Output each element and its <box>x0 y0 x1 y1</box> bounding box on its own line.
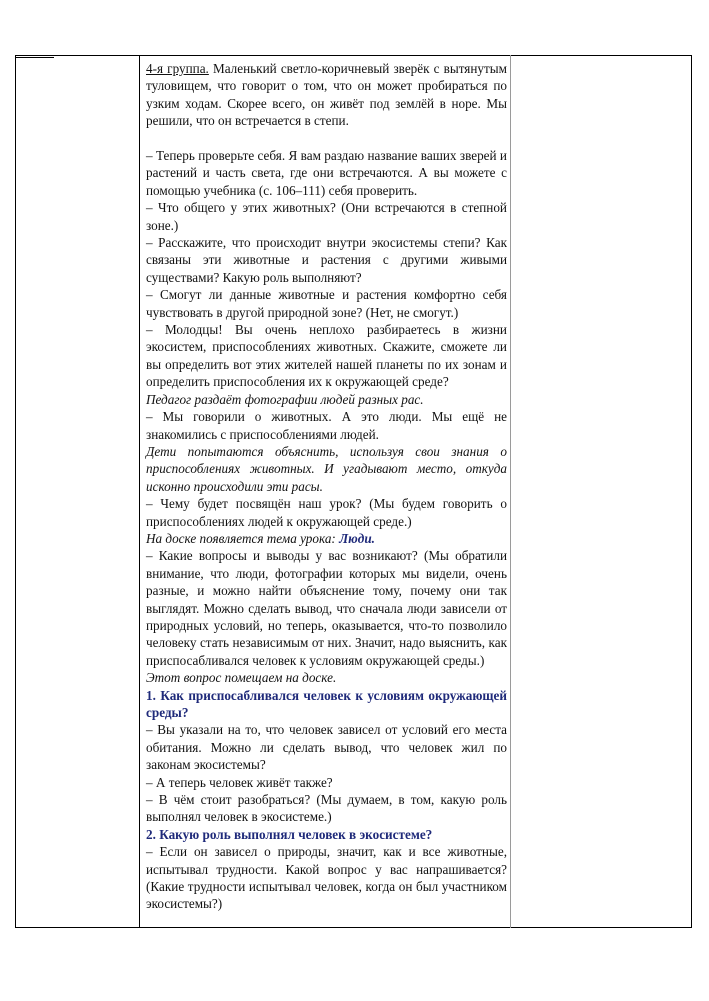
paragraph: – В чём стоит разобраться? (Мы думаем, в том, какую роль выполнял человек в экосистеме.) <box>146 792 507 825</box>
lesson-text <box>146 60 507 913</box>
paragraph: – Мы говорили о животных. А это люди. Мы ещё не знакомились с приспособлениями людей. <box>146 409 507 442</box>
paragraph: – Что общего у этих животных? (Они встречаются в степной зоне.) <box>146 200 507 233</box>
table-right-border <box>691 55 692 928</box>
group-label: 4-я группа. <box>146 61 209 76</box>
board-note: Этот вопрос помещаем на доске. <box>146 670 337 686</box>
paragraph: – Вы указали на то, что человек зависел от условий его места обитания. Можно ли сделать вывод, что человек жил по законам экосистемы? <box>146 722 507 773</box>
table-top-border <box>15 55 692 56</box>
paragraph: – Чему будет посвящён наш урок? (Мы будем говорить о приспособлениях людей к окружающей среде.) <box>146 496 507 529</box>
paragraph: – Смогут ли данные животные и растения комфортно себя чувствовать в другой природной зоне? (Нет, не смогут.) <box>146 287 507 320</box>
lesson-topic: Люди. <box>339 530 375 546</box>
group-description: Маленький светло-коричневый зверёк с вытянутым туловищем, что говорит о том, что он может пробираться по узким ходам. Скорее всего, он живёт под землёй в норе. Мы решили, что он встречается в степи. <box>146 61 507 129</box>
topic-prefix: На доске появляется тема урока: <box>146 530 340 546</box>
paragraph-group-4 <box>146 60 507 130</box>
topic-line <box>146 530 507 547</box>
blank-line <box>146 130 507 147</box>
table-bottom-border <box>15 927 692 928</box>
table-column-divider-1 <box>139 55 140 928</box>
paragraph: – Расскажите, что происходит внутри экосистемы степи? Как связаны эти животные и растения с другими живыми существами? Какую роль выполняют? <box>146 235 507 285</box>
paragraph: – А теперь человек живёт также? <box>146 774 333 790</box>
question-2: 2. Какую роль выполнял человек в экосистеме? <box>146 826 433 842</box>
children-note: Дети попытаются объяснить, используя свои знания о приспособлениях животных. И угадывают место, откуда исконно происходили эти расы. <box>146 443 507 494</box>
paragraph: – Если он зависел о природы, значит, как и все животные, испытывал трудности. Какой вопрос у вас напрашивается? (Какие трудности испытывал человек, когда он был участником экосистемы?) <box>146 844 507 912</box>
table-left-border <box>15 55 16 928</box>
paragraph: – Теперь проверьте себя. Я вам раздаю название ваших зверей и растений и часть света, где они встречаются. А вы можете с помощью учебника (с. 106–111) себя проверить. <box>146 148 507 198</box>
paragraph: – Какие вопросы и выводы у вас возникают? (Мы обратили внимание, что люди, фотографии которых мы видели, очень разные, и можно найти объяснение тому, почему они так выглядят. Можно сделать вывод, что сначала люди зависели от природных условий, но теперь, оказывается, что-то позволило человеку стать независимым от них. Значит, надо выяснить, как приспосабливался человек к условиям окружающей среды.) <box>146 548 507 668</box>
teacher-note: Педагог раздаёт фотографии людей разных рас. <box>146 391 424 407</box>
table-row-separator <box>15 57 54 58</box>
table-column-divider-2 <box>510 55 511 928</box>
question-1: 1. Как приспосабливался человек к условиям окружающей среды? <box>146 687 507 721</box>
paragraph: – Молодцы! Вы очень неплохо разбираетесь в жизни экосистем, приспособлениях животных. Скажите, сможете ли вы определить вот этих жителей нашей планеты по их зонам и определить приспособления их к окружающей среде? <box>146 322 507 390</box>
